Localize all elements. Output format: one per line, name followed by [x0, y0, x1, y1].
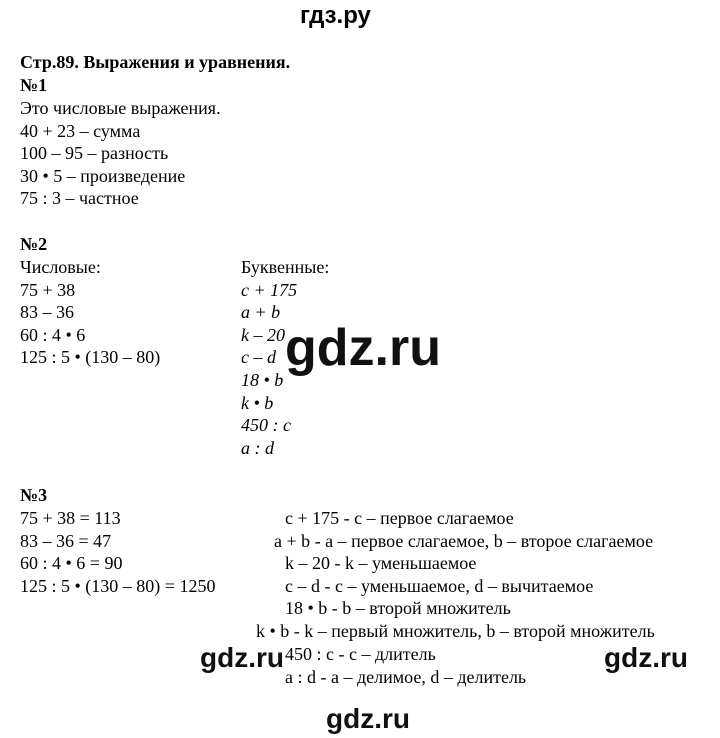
equation: 125 : 5 • (130 – 80) = 1250	[20, 575, 216, 596]
task-3-right-line: a : d - a – делимое, d – делитель	[285, 667, 527, 687]
task-2-label: №2	[20, 234, 48, 254]
page-title: Стр.89. Выражения и уравнения.	[20, 52, 291, 72]
task-3-right-line: a + b - a – первое слагаемое, b – второе слагаемое	[274, 531, 654, 551]
task-1-body	[20, 97, 221, 210]
letter-expression	[241, 414, 329, 437]
task-1-line: 40 + 23 – сумма	[20, 120, 141, 141]
task-3-right-line: c + 175 - c – первое слагаемое	[285, 508, 514, 528]
watermark: gdz.ru	[604, 642, 688, 673]
letter-expression-text: a : d	[241, 437, 274, 458]
numeric-expression: 60 : 4 • 6	[20, 324, 86, 345]
task-3-right-line: 18 • b - b – второй множитель	[285, 598, 511, 618]
numeric-expression: 75 + 38	[20, 279, 76, 300]
letter-expression	[241, 437, 329, 460]
watermark: gdz.ru	[326, 703, 410, 734]
watermark: gdz.ru	[285, 319, 441, 377]
letter-expression-text: c + 175	[241, 279, 298, 300]
letter-expression	[241, 392, 329, 415]
task-3-right-line: k • b - k – первый множитель, b – второй множитель	[256, 621, 655, 641]
task-3-label: №3	[20, 485, 48, 505]
task-3-right-line: c – d - c – уменьшаемое, d – вычитаемое	[285, 576, 594, 596]
equation: 60 : 4 • 6 = 90	[20, 553, 123, 574]
task-1-line: 30 • 5 – произведение	[20, 165, 186, 186]
task-1-line: Это числовые выражения.	[20, 98, 221, 118]
site-header: гдз.ру	[300, 2, 371, 29]
letter-expression-text: 18 • b	[241, 369, 284, 390]
task-1-line: 100 – 95 – разность	[20, 143, 169, 164]
task-3-left-column	[20, 507, 215, 597]
task-3-right-line: k – 20 - k – уменьшаемое	[285, 553, 477, 573]
letter-expression-text: k • b	[241, 392, 274, 413]
letter-expression-text: 450 : c	[241, 415, 291, 436]
letter-expression-text: a + b	[241, 302, 281, 323]
letter-expression-text: c – d	[241, 347, 276, 368]
task-2-numeric-column	[20, 256, 160, 369]
letter-expression-text: k – 20	[241, 324, 285, 345]
letter-header: Буквенные:	[241, 257, 330, 277]
task-1-label: №1	[20, 75, 48, 95]
equation: 75 + 38 = 113	[20, 508, 121, 528]
task-3-right-line: 450 : c - c – длитель	[285, 644, 436, 664]
equation: 83 – 36 = 47	[20, 530, 112, 551]
numeric-header: Числовые:	[20, 257, 101, 277]
letter-expression	[241, 279, 329, 302]
watermark: gdz.ru	[200, 642, 284, 673]
numeric-expression: 83 – 36	[20, 302, 74, 323]
numeric-expression: 125 : 5 • (130 – 80)	[20, 347, 161, 368]
task-1-line: 75 : 3 – частное	[20, 188, 139, 209]
